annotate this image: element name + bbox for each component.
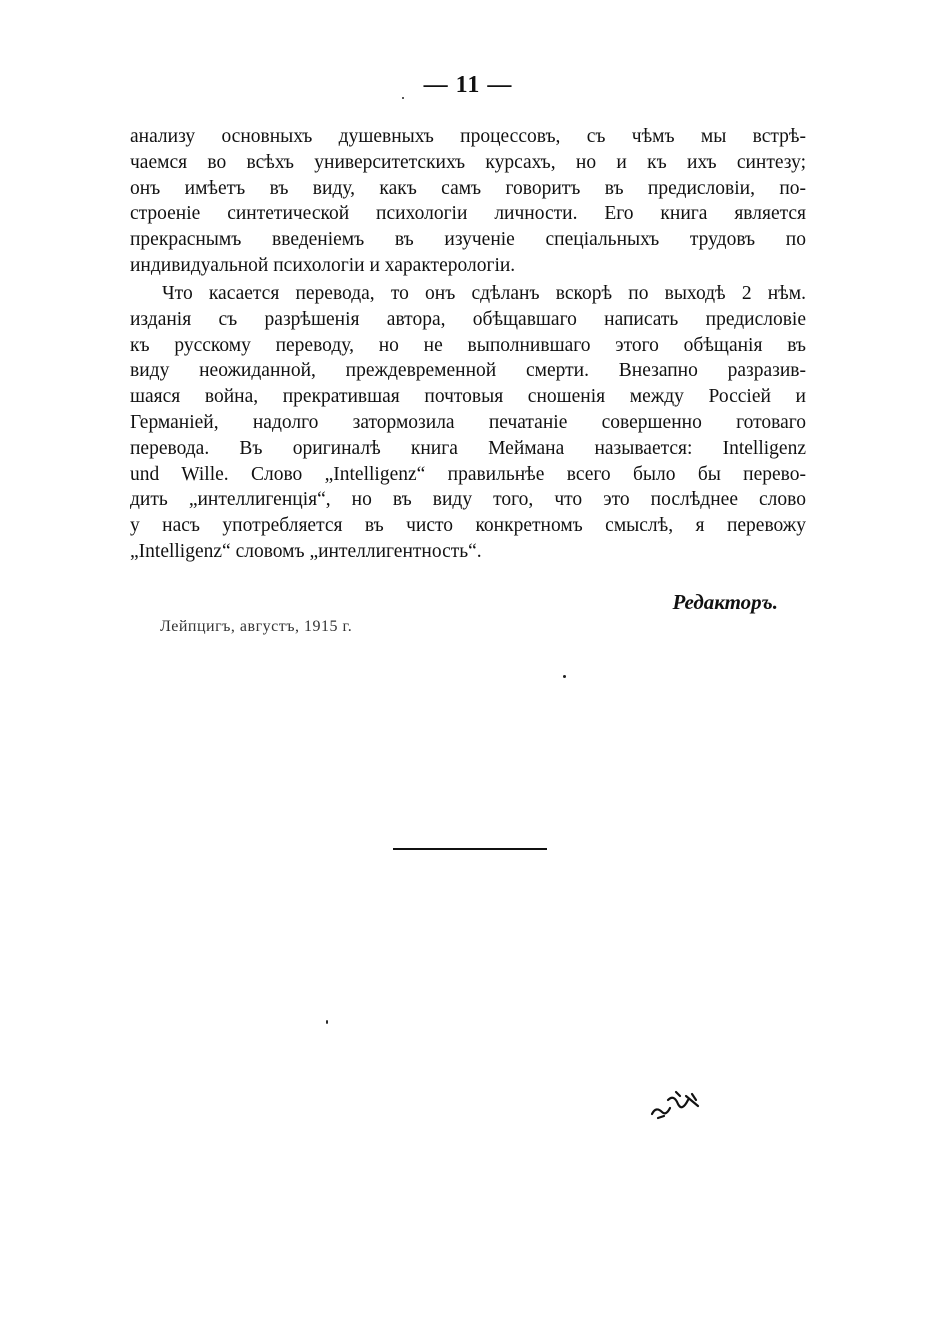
paragraph-2-line: шаяся война, прекратившая почтовыя сношенія между Россіей и — [130, 386, 806, 408]
paragraph-2-line: „Intelligenz“ словомъ „интеллигентность“. — [130, 540, 482, 562]
paragraph-2-line: Германіей, надолго затормозила печатаніе совершенно готоваго — [130, 411, 806, 433]
editor-signature: Редакторъ. — [672, 590, 778, 614]
print-speck — [563, 675, 566, 678]
library-mark-icon — [648, 1086, 704, 1122]
paragraph-1-line: онъ имѣетъ въ виду, какъ самъ говоритъ въ предисловіи, по- — [130, 177, 806, 199]
paragraph-1 — [130, 124, 806, 279]
print-speck — [326, 1020, 328, 1024]
paragraph-2-line: перевода. Въ оригиналѣ книга Меймана называется: Intelligenz — [130, 437, 806, 459]
print-speck — [402, 97, 404, 99]
paragraph-2-line: Что касается перевода, то онъ сдѣланъ вскорѣ по выходѣ 2 нѣм. — [162, 283, 806, 304]
page-number: — 11 — — [423, 72, 513, 98]
paragraph-1-line: чаемся во всѣхъ университетскихъ курсахъ, но и къ ихъ синтезу; — [130, 151, 806, 173]
paragraph-2-line: виду неожиданной, преждевременной смерти. Внезапно разразив- — [130, 360, 806, 382]
paragraph-2-line: къ русскому переводу, но не выполнившаго этого обѣщанія въ — [130, 334, 806, 356]
paragraph-1-line: анализу основныхъ душевныхъ процессовъ, съ чѣмъ мы встрѣ- — [130, 126, 806, 147]
paragraph-1-line: прекраснымъ введеніемъ въ изученіе спеціальныхъ трудовъ по — [130, 229, 806, 251]
paragraph-2-line: изданія съ разрѣшенія автора, обѣщавшаго написать предисловіе — [130, 308, 806, 330]
paragraph-2-line: дить „интеллигенція“, но въ виду того, что это послѣднее слово — [130, 489, 806, 511]
paragraph-1-line: строеніе синтетической психологіи личности. Его книга является — [130, 203, 806, 225]
paragraph-1-line: индивидуальной психологіи и характерологіи. — [130, 254, 516, 276]
paragraph-2-line: у насъ употребляется въ чисто конкретномъ смыслѣ, я перевожу — [130, 515, 806, 537]
paragraph-2-line: und Wille. Слово „Intelligenz“ правильнѣе всего было бы перево- — [130, 463, 806, 485]
paragraph-2 — [130, 281, 806, 565]
section-divider — [393, 848, 547, 850]
place-date: Лейпцигъ, августъ, 1915 г. — [160, 618, 353, 635]
